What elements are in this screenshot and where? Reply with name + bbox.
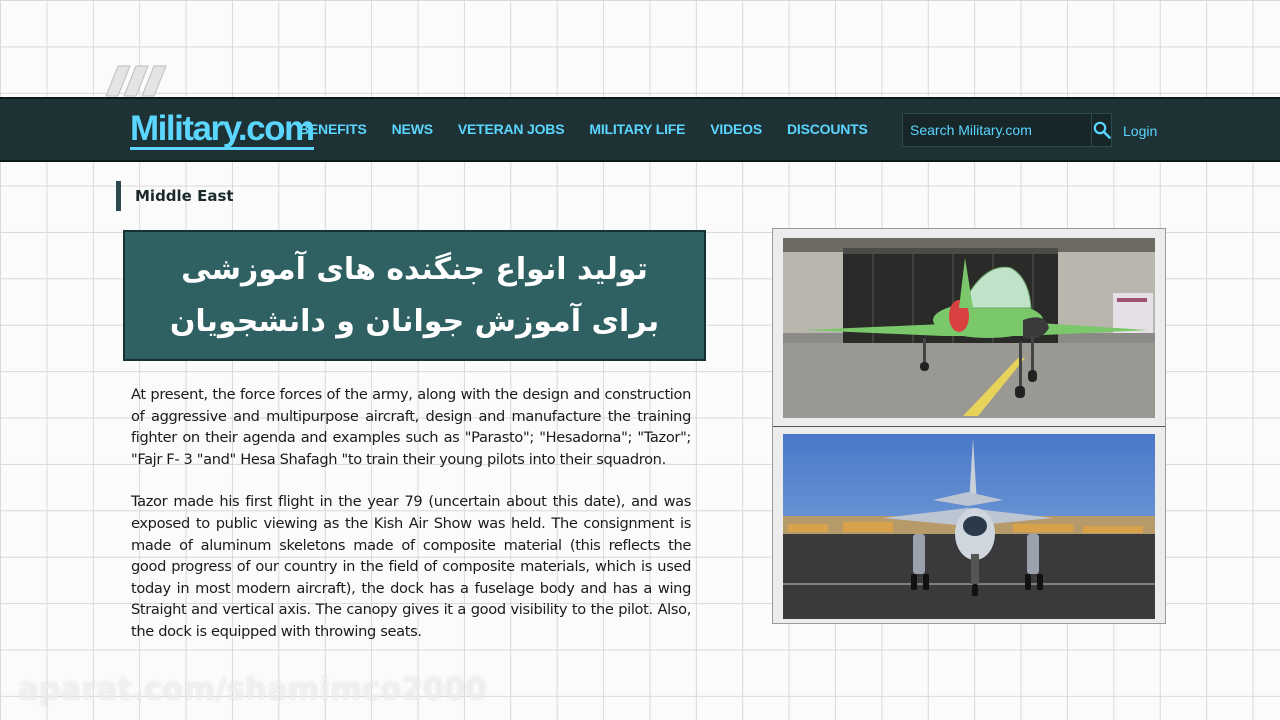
nav-veteran-jobs[interactable]: VETERAN JOBS: [457, 121, 565, 137]
nav-military-life[interactable]: MILITARY LIFE: [589, 121, 686, 137]
article-body: [131, 384, 691, 664]
category-label[interactable]: Middle East: [116, 181, 234, 211]
main-nav: [299, 121, 893, 137]
watermark-text: aparat.com/shamimco2000: [18, 672, 487, 707]
photo-panel: [772, 228, 1166, 624]
headline-line-2: برای آموزش جوانان و دانشجویان: [169, 304, 660, 339]
headline-box: [123, 230, 706, 361]
site-header: [0, 97, 1280, 162]
search-icon: [1093, 121, 1111, 139]
channel-logo-icon: [104, 64, 174, 98]
nav-videos[interactable]: VIDEOS: [710, 121, 762, 137]
nav-discounts[interactable]: DISCOUNTS: [787, 121, 868, 137]
hangar-aircraft-image: [783, 238, 1155, 418]
article-paragraph: Tazor made his first flight in the year 79 (uncertain about this date), and was exposed to public viewing as the Kish Air Show was held. The consignment is made of aluminum skeletons made of composite material (this reflects the good progress of our country in the field of composite materials, which is used today in most modern aircraft), the dock has a fuselage body and has a wing Straight and vertical axis. The canopy gives it a good visibility to the pilot. Also, the dock is equipped with throwing seats.: [131, 493, 691, 640]
headline-line-1: تولید انواع جنگنده های آموزشی: [181, 252, 648, 287]
nav-news[interactable]: NEWS: [391, 121, 433, 137]
login-link[interactable]: Login: [1123, 123, 1158, 139]
search-input[interactable]: [903, 114, 1091, 146]
search-box: [902, 113, 1112, 147]
nav-benefits[interactable]: BENEFITS: [299, 121, 367, 137]
search-button[interactable]: [1091, 114, 1111, 146]
article-paragraph: At present, the force forces of the army, along with the design and construction of aggressive and multipurpose aircraft, design and manufacture the training fighter on their agenda and examples such as "Parasto"; "Hesadorna"; "Tazor"; "Fajr F- 3 "and" Hesa Shafagh "to train their young pilots into their squadron.: [131, 386, 691, 468]
site-logo[interactable]: Military.com: [130, 109, 314, 148]
runway-aircraft-image: [783, 434, 1155, 619]
photo-divider: [773, 426, 1165, 427]
